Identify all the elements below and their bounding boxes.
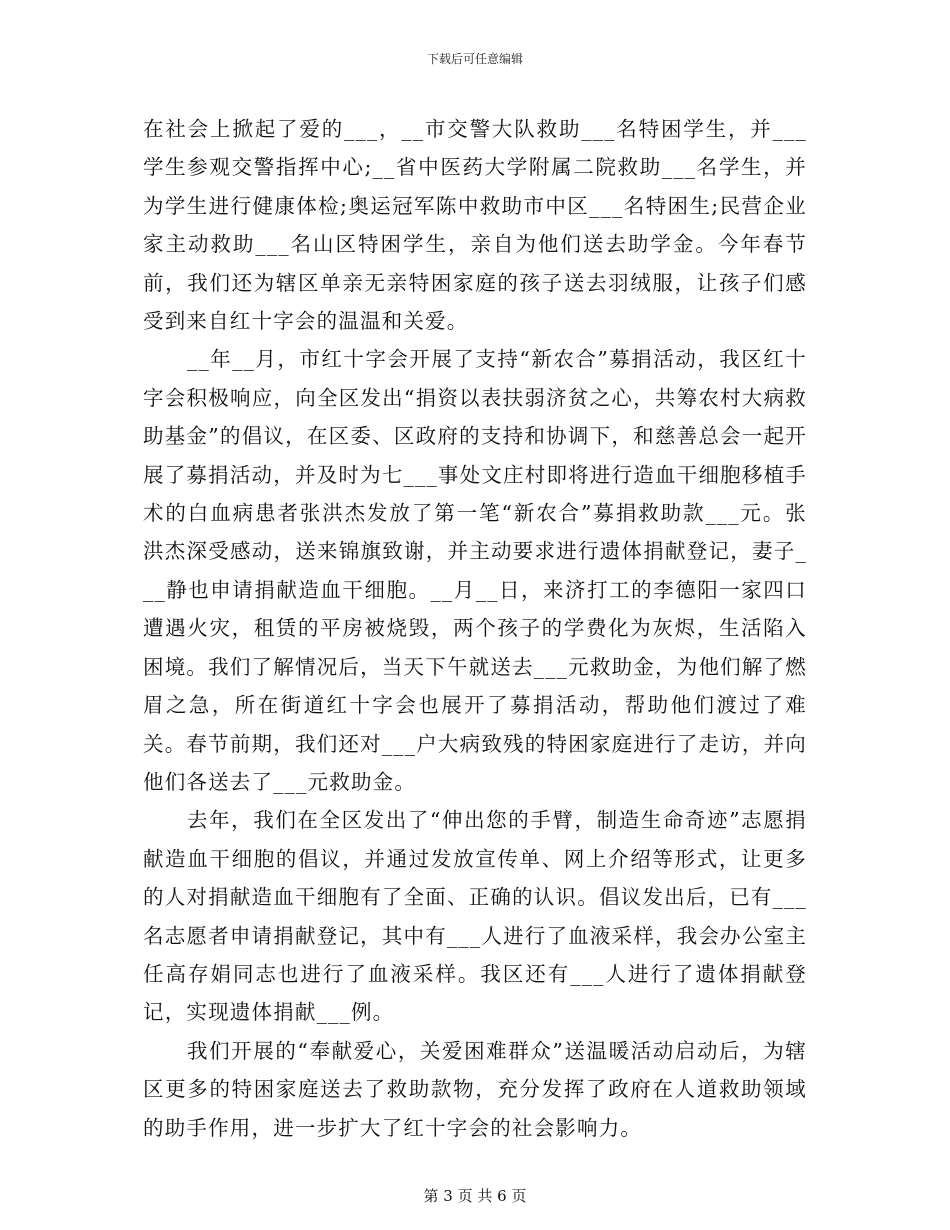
paragraph-4: 我们开展的“奉献爱心，关爱困难群众”送温暖活动启动后，为辖区更多的特困家庭送去了救助款物，充分发挥了政府在人道救助领域的助手作用，进一步扩大了红十字会的社会影响力。 <box>143 1038 807 1140</box>
paragraph-1: 在社会上掀起了爱的___，__市交警大队救助___名特困学生，并___学生参观交警指挥中心;__省中医药大学附属二院救助___名学生，并为学生进行健康体检;奥运冠军陈中救助市中区___名特困生;民营企业家主动救助___名山区特困学生，亲自为他们送去助学金。今年春节前，我们还为辖区单亲无亲特困家庭的孩子送去羽绒服，让孩子们感受到来自红十字会的温温和关爱。 <box>143 117 807 334</box>
page-header-note: 下载后可任意编辑 <box>426 52 523 66</box>
page-number-footer: 第 3 页 共 6 页 <box>423 1187 527 1205</box>
paragraph-2: __年__月，市红十字会开展了支持“新农合”募捐活动，我区红十字会积极响应，向全区发出“捐资以表扶弱济贫之心，共筹农村大病救助基金”的倡议，在区委、区政府的支持和协调下，和慈善总会一起开展了募捐活动，并及时为七___事处文庄村即将进行造血干细胞移植手术的白血病患者张洪杰发放了第一笔“新农合”募捐救助款___元。张洪杰深受感动，送来锦旗致谢，并主动要求进行遗体捐献登记，妻子___静也申请捐献造血干细胞。__月__日，来济打工的李德阳一家四口遭遇火灾，租赁的平房被烧毁，两个孩子的学费化为灰烬，生活陷入困境。我们了解情况后，当天下午就送去___元救助金，为他们解了燃眉之急，所在街道红十字会也展开了募捐活动，帮助他们渡过了难关。春节前期，我们还对___户大病致残的特困家庭进行了走访，并向他们各送去了___元救助金。 <box>143 347 807 794</box>
paragraph-3: 去年，我们在全区发出了“伸出您的手臂，制造生命奇迹”志愿捐献造血干细胞的倡议，并通过发放宣传单、网上介绍等形式，让更多的人对捐献造血干细胞有了全面、正确的认识。倡议发出后，已有___名志愿者申请捐献登记，其中有___人进行了血液采样，我会办公室主任高存娟同志也进行了血液采样。我区还有___人进行了遗体捐献登记，实现遗体捐献___例。 <box>143 808 807 1025</box>
document-body <box>143 110 807 1147</box>
